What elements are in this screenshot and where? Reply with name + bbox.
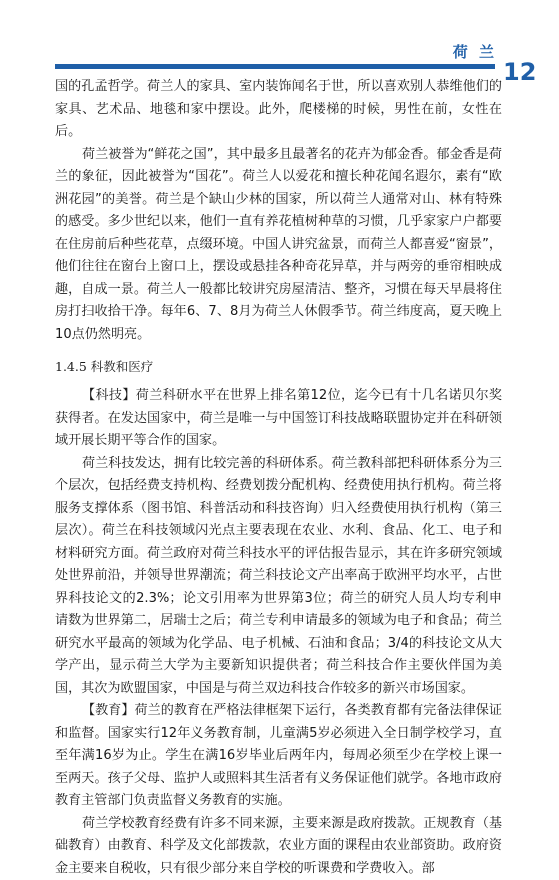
paragraph-education: 【教育】荷兰的教育在严格法律框架下运行，各类教育都有完备法律保证和监督。国家实行12年义务教育制，儿童满5岁必须进入全日制学校学习，直至年满16岁为止。学生在满16岁毕业后两年内，每周必须至少在学校上课一至两天。孩子父母、监护人或照料其生活者有义务保证他们就学。各地市政府教育主管部门负责监督义务教育的实施。	[55, 700, 502, 813]
section-heading: 1.4.5 科教和医疗	[55, 357, 502, 377]
paragraph-science-intro: 【科技】荷兰科研水平在世界上排名第12位，迄今已有十几名诺贝尔奖获得者。在发达国家中，荷兰是唯一与中国签订科技战略联盟协定并在科研领域开展长期平等合作的国家。	[55, 385, 502, 453]
page-number: 12	[503, 58, 536, 86]
page-body	[55, 76, 502, 880]
paragraph-education-funding: 荷兰学校教育经费有许多不同来源，主要来源是政府拨款。正规教育（基础教育）由教育、科学及文化部拨款，农业方面的课程由农业部资助。政府资金主要来自税收，只有很少部分来自学校的听课费和学费收入。部	[55, 813, 502, 880]
paragraph-continuation: 国的孔孟哲学。荷兰人的家具、室内装饰闻名于世，所以喜欢别人恭维他们的家具、艺术品、地毯和家中摆设。此外，爬楼梯的时候，男性在前，女性在后。	[55, 76, 502, 144]
page-header	[0, 0, 559, 80]
running-title: 荷 兰	[453, 41, 497, 62]
header-rule	[55, 64, 495, 69]
paragraph-science-system: 荷兰科技发达，拥有比较完善的科研体系。荷兰教科部把科研体系分为三个层次，包括经费支持机构、经费划拨分配机构、经费使用执行机构。荷兰将服务支撑体系（图书馆、科普活动和科技咨询）归入经费使用执行机构（第三层次）。荷兰在科技领域闪光点主要表现在农业、水利、食品、化工、电子和材料研究方面。荷兰政府对荷兰科技水平的评估报告显示，其在许多研究领域处世界前沿，并领导世界潮流；荷兰科技论文产出率高于欧洲平均水平，占世界科技论文的2.3%；论文引用率为世界第3位；荷兰的研究人员人均专利申请数为世界第二，居瑞士之后；荷兰专利申请最多的领域为电子和食品；荷兰研究水平最高的领域为化学品、电子机械、石油和食品；3/4的科技论文从大学产出，显示荷兰大学为主要新知识提供者；荷兰科技合作主要伙伴国为美国，其次为欧盟国家，中国是与荷兰双边科技合作较多的新兴市场国家。	[55, 453, 502, 701]
paragraph-flowers: 荷兰被誉为“鲜花之国”，其中最多且最著名的花卉为郁金香。郁金香是荷兰的象征，因此被誉为“国花”。荷兰人以爱花和擅长种花闻名遐尔，素有“欧洲花园”的美誉。荷兰是个缺山少林的国家，所以荷兰人通常对山、林有特殊的感受。多少世纪以来，他们一直有养花植树种草的习惯，几乎家家户户都要在住房前后种些花草，点缀环境。中国人讲究盆景，而荷兰人都喜爱“窗景”，他们往往在窗台上窗口上，摆设或悬挂各种奇花异草，并与两旁的垂帘相映成趣，自成一景。荷兰人一般都比较讲究房屋清洁、整齐，习惯在每天早晨将住房打扫收拾干净。每年6、7、8月为荷兰人休假季节。荷兰纬度高，夏天晚上10点仍然明亮。	[55, 144, 502, 347]
